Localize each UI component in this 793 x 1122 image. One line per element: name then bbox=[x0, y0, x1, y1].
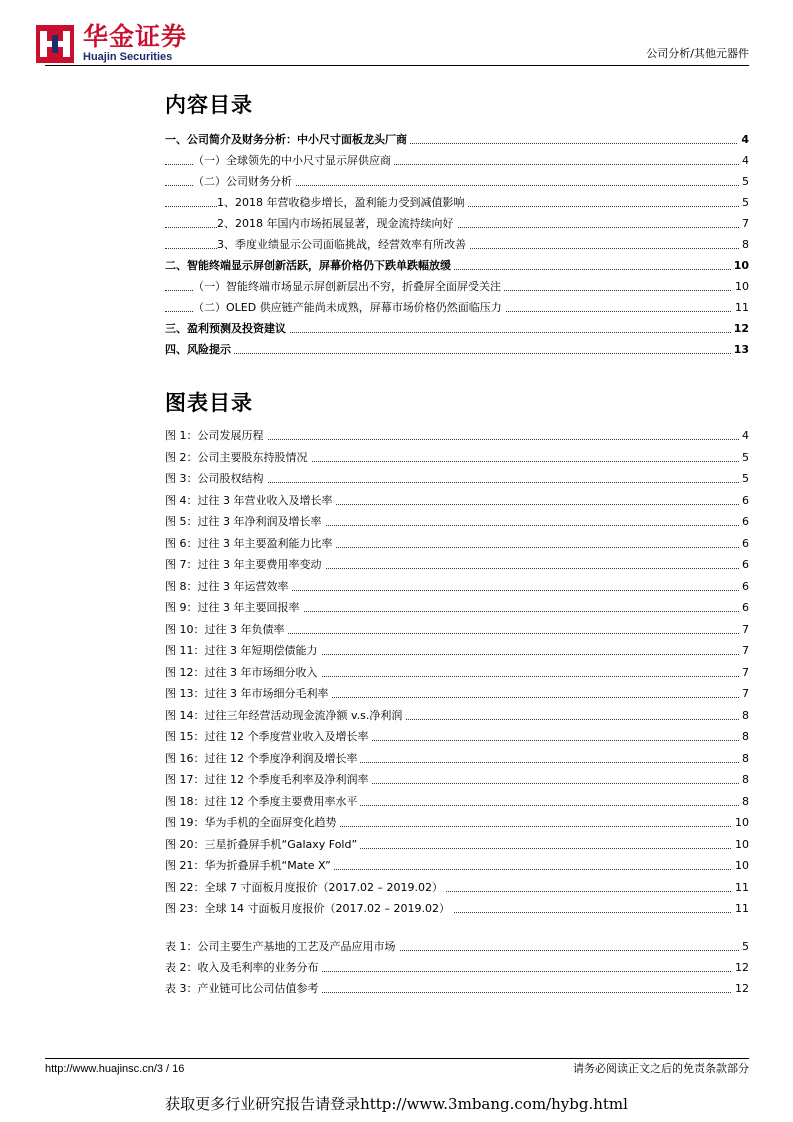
figure-entry-text: 图 3：公司股权结构 bbox=[165, 468, 267, 489]
figure-entry-page: 6 bbox=[739, 576, 749, 597]
toc-entry[interactable] bbox=[165, 276, 749, 297]
toc-entry-page: 11 bbox=[732, 297, 749, 318]
figure-entry-page: 5 bbox=[739, 447, 749, 468]
toc-entry[interactable] bbox=[165, 234, 749, 255]
figure-entry[interactable] bbox=[165, 576, 749, 598]
toc-entry[interactable] bbox=[165, 192, 749, 213]
figure-entry-page: 8 bbox=[739, 769, 749, 790]
figure-entry[interactable] bbox=[165, 748, 749, 770]
toc-entry-text: （一）智能终端市场显示屏创新层出不穷，折叠屏全面屏受关注 bbox=[193, 276, 504, 297]
figure-entry-text: 图 18：过往 12 个季度主要费用率水平 bbox=[165, 791, 360, 812]
figure-entry-text: 图 5：过往 3 年净利润及增长率 bbox=[165, 511, 325, 532]
figure-entry-page: 8 bbox=[739, 748, 749, 769]
figure-entry-text: 图 2：公司主要股东持股情况 bbox=[165, 447, 311, 468]
huajin-logo-icon bbox=[36, 25, 74, 63]
figure-entry-text: 图 16：过往 12 个季度净利润及增长率 bbox=[165, 748, 360, 769]
toc-entry-text: （二）OLED 供应链产能尚未成熟，屏幕市场价格仍然面临压力 bbox=[193, 297, 505, 318]
toc-entry[interactable] bbox=[165, 339, 749, 360]
figure-entry[interactable] bbox=[165, 834, 749, 856]
figure-entry[interactable] bbox=[165, 597, 749, 619]
figure-entry-page: 11 bbox=[732, 898, 749, 919]
footer-divider bbox=[45, 1058, 749, 1059]
table-entry-text: 表 2：收入及毛利率的业务分布 bbox=[165, 957, 322, 978]
table-entry-page: 5 bbox=[739, 936, 749, 957]
figure-entry[interactable] bbox=[165, 662, 749, 684]
table-entry[interactable] bbox=[165, 936, 749, 957]
figure-entry[interactable] bbox=[165, 791, 749, 813]
figure-entry[interactable] bbox=[165, 726, 749, 748]
header-divider bbox=[45, 65, 749, 66]
toc-entry-text: 1、2018 年营收稳步增长，盈利能力受到减值影响 bbox=[217, 192, 468, 213]
figure-entry-text: 图 17：过往 12 个季度毛利率及净利润率 bbox=[165, 769, 371, 790]
figure-entry[interactable] bbox=[165, 812, 749, 834]
report-category: 公司分析/其他元器件 bbox=[646, 47, 749, 60]
figure-entry-text: 图 4：过往 3 年营业收入及增长率 bbox=[165, 490, 336, 511]
figure-entry[interactable] bbox=[165, 898, 749, 920]
toc-entry[interactable] bbox=[165, 255, 749, 276]
toc-entry-page: 7 bbox=[739, 213, 749, 234]
toc-entry-page: 10 bbox=[732, 276, 749, 297]
figure-entry[interactable] bbox=[165, 640, 749, 662]
figure-entry-page: 6 bbox=[739, 597, 749, 618]
toc-entry[interactable] bbox=[165, 129, 749, 150]
figure-entry-page: 8 bbox=[739, 791, 749, 812]
figure-entry-page: 7 bbox=[739, 640, 749, 661]
figure-entry-page: 6 bbox=[739, 533, 749, 554]
figure-entry-text: 图 7：过往 3 年主要费用率变动 bbox=[165, 554, 325, 575]
figure-entry-text: 图 1：公司发展历程 bbox=[165, 425, 267, 446]
figure-entry-text: 图 23：全球 14 寸面板月度报价（2017.02 – 2019.02） bbox=[165, 898, 453, 919]
toc-entry[interactable] bbox=[165, 150, 749, 171]
table-of-contents bbox=[165, 129, 749, 360]
toc-entry[interactable] bbox=[165, 213, 749, 234]
figure-entry-text: 图 8：过往 3 年运营效率 bbox=[165, 576, 292, 597]
figures-title: 图表目录 bbox=[165, 391, 253, 415]
toc-entry-text: 四、风险提示 bbox=[165, 339, 234, 360]
figure-entry-text: 图 10：过往 3 年负债率 bbox=[165, 619, 288, 640]
figure-entry[interactable] bbox=[165, 533, 749, 555]
table-entry-text: 表 3：产业链可比公司估值参考 bbox=[165, 978, 322, 999]
figure-entry-text: 图 6：过往 3 年主要盈利能力比率 bbox=[165, 533, 336, 554]
figure-entry-page: 8 bbox=[739, 705, 749, 726]
figure-entry[interactable] bbox=[165, 425, 749, 447]
figure-entry[interactable] bbox=[165, 683, 749, 705]
figure-entry-text: 图 14：过往三年经营活动现金流净额 v.s.净利润 bbox=[165, 705, 405, 726]
toc-entry[interactable] bbox=[165, 297, 749, 318]
logo-chinese-name: 华金证券 bbox=[83, 22, 188, 51]
figure-entry-page: 7 bbox=[739, 662, 749, 683]
toc-entry-page: 5 bbox=[739, 192, 749, 213]
toc-entry-text: 三、盈利预测及投资建议 bbox=[165, 318, 289, 339]
figure-entry-page: 6 bbox=[739, 511, 749, 532]
toc-entry-page: 8 bbox=[739, 234, 749, 255]
toc-entry-page: 4 bbox=[738, 129, 749, 150]
figure-entry-text: 图 19：华为手机的全面屏变化趋势 bbox=[165, 812, 340, 833]
figure-entry[interactable] bbox=[165, 511, 749, 533]
toc-entry-page: 10 bbox=[731, 255, 749, 276]
figure-entry-text: 图 21：华为折叠屏手机“Mate X” bbox=[165, 855, 334, 876]
footer-url-page[interactable]: http://www.huajinsc.cn/3 / 16 bbox=[45, 1063, 185, 1075]
figure-entry-page: 6 bbox=[739, 490, 749, 511]
toc-entry-page: 13 bbox=[731, 339, 749, 360]
dot-leader bbox=[165, 353, 749, 354]
toc-entry-page: 4 bbox=[739, 150, 749, 171]
figure-entry-page: 10 bbox=[732, 812, 749, 833]
toc-entry-text: （二）公司财务分析 bbox=[193, 171, 295, 192]
figure-entry[interactable] bbox=[165, 554, 749, 576]
toc-entry[interactable] bbox=[165, 318, 749, 339]
list-of-tables bbox=[165, 936, 749, 999]
contents-title: 内容目录 bbox=[165, 93, 253, 117]
toc-entry-text: （一）全球领先的中小尺寸显示屏供应商 bbox=[193, 150, 394, 171]
toc-entry-page: 5 bbox=[739, 171, 749, 192]
toc-entry-page: 12 bbox=[731, 318, 749, 339]
toc-entry-text: 2、2018 年国内市场拓展显著，现金流持续向好 bbox=[217, 213, 457, 234]
figure-entry-text: 图 15：过往 12 个季度营业收入及增长率 bbox=[165, 726, 371, 747]
figure-entry-page: 11 bbox=[732, 877, 749, 898]
figure-entry-text: 图 20：三星折叠屏手机“Galaxy Fold” bbox=[165, 834, 360, 855]
figure-entry-text: 图 12：过往 3 年市场细分收入 bbox=[165, 662, 321, 683]
toc-entry-text: 3、季度业绩显示公司面临挑战，经营效率有所改善 bbox=[217, 234, 469, 255]
figure-entry-text: 图 9：过往 3 年主要回报率 bbox=[165, 597, 303, 618]
figure-entry[interactable] bbox=[165, 877, 749, 899]
table-entry[interactable] bbox=[165, 978, 749, 999]
figure-entry-page: 6 bbox=[739, 554, 749, 575]
page-header bbox=[0, 0, 793, 75]
table-entry-text: 表 1：公司主要生产基地的工艺及产品应用市场 bbox=[165, 936, 399, 957]
figure-entry[interactable] bbox=[165, 855, 749, 877]
table-entry[interactable] bbox=[165, 957, 749, 978]
figure-entry[interactable] bbox=[165, 619, 749, 641]
toc-entry-text: 一、公司简介及财务分析：中小尺寸面板龙头厂商 bbox=[165, 129, 410, 150]
figure-entry[interactable] bbox=[165, 769, 749, 791]
figure-entry-page: 7 bbox=[739, 683, 749, 704]
table-entry-page: 12 bbox=[732, 978, 749, 999]
figure-entry-text: 图 11：过往 3 年短期偿债能力 bbox=[165, 640, 321, 661]
toc-entry-text: 二、智能终端显示屏创新活跃，屏幕价格仍下跌单跌幅放缓 bbox=[165, 255, 454, 276]
figure-entry-page: 4 bbox=[739, 425, 749, 446]
figure-entry-page: 8 bbox=[739, 726, 749, 747]
figure-entry[interactable] bbox=[165, 705, 749, 727]
list-of-figures bbox=[165, 425, 749, 920]
figure-entry-page: 10 bbox=[732, 855, 749, 876]
figure-entry-page: 7 bbox=[739, 619, 749, 640]
figure-entry-text: 图 13：过往 3 年市场细分毛利率 bbox=[165, 683, 332, 704]
figure-entry[interactable] bbox=[165, 447, 749, 469]
figure-entry[interactable] bbox=[165, 468, 749, 490]
footer-disclaimer: 请务必阅读正文之后的免责条款部分 bbox=[573, 1062, 749, 1075]
table-entry-page: 12 bbox=[732, 957, 749, 978]
logo-english-name: Huajin Securities bbox=[83, 51, 173, 63]
download-note[interactable]: 获取更多行业研究报告请登录http://www.3mbang.com/hybg.html bbox=[165, 1095, 628, 1113]
figure-entry-page: 10 bbox=[732, 834, 749, 855]
toc-entry[interactable] bbox=[165, 171, 749, 192]
figure-entry[interactable] bbox=[165, 490, 749, 512]
figure-entry-page: 5 bbox=[739, 468, 749, 489]
figure-entry-text: 图 22：全球 7 寸面板月度报价（2017.02 – 2019.02） bbox=[165, 877, 446, 898]
